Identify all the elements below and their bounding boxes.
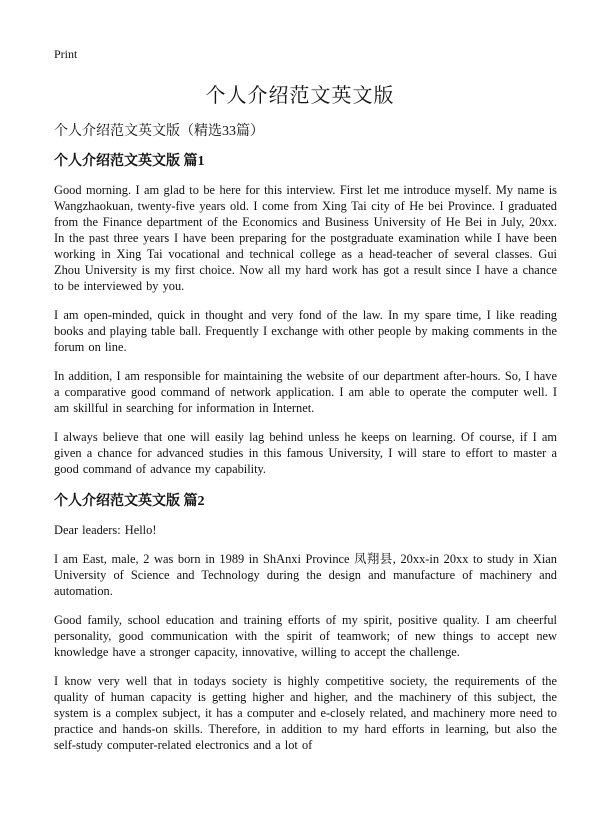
section-heading: 个人介绍范文英文版 篇2 [54, 494, 205, 509]
paragraph: I know very well that in todays society is highly competitive society, the requirements of the quality of human capacity is getting higher and higher, and the machinery of this subject, the system is a complex subject, it has a computer and e-closely related, and machinery more need to practice and hands-on skills. Therefore, in addition to my hard efforts in learning, but also the self-study computer-related electronics and a lot of [54, 674, 557, 752]
paragraph: Good morning. I am glad to be here for this interview. First let me introduce myself. My name is Wangzhaokuan, twenty-five years old. I come from Xing Tai city of He bei Province. I graduated from the Finance department of the Economics and Business University of He Bei in July, 20xx. In the past three years I have been preparing for the postgraduate examination while I have been working in Xing Tai vocational and technical college as a head-teacher of several classes. Gui Zhou University is my first choice. Now all my hard work has got a result since I have a chance to be interviewed by you. [54, 183, 557, 293]
paragraph: Good family, school education and training efforts of my spirit, positive quality. I am cheerful personality, good communication with the spirit of teamwork; of new things to accept new knowledge have a stronger capacity, innovative, willing to accept the challenge. [54, 613, 557, 659]
paragraph: In addition, I am responsible for maintaining the website of our department after-hours. So, I have a comparative good command of network application. I am able to operate the computer well. I am skillful in searching for information in Internet. [54, 369, 557, 415]
print-link[interactable]: Print [54, 47, 78, 61]
paragraph: I am East, male, 2 was born in 1989 in ShAnxi Province 凤翔县, 20xx-in 20xx to study in Xian University of Science and Technology during the design and manufacture of machinery and automation. [54, 552, 557, 598]
section-heading: 个人介绍范文英文版 篇1 [54, 154, 205, 169]
section-1 [54, 150, 557, 477]
paragraph: I always believe that one will easily lag behind unless he keeps on learning. Of course, if I am given a chance for advanced studies in this famous University, I will stare to effort to master a good command of advance my capability. [54, 430, 557, 476]
document-subtitle: 个人介绍范文英文版（精选33篇） [54, 124, 264, 139]
paragraph: Dear leaders: Hello! [54, 523, 157, 537]
section-2 [54, 490, 557, 753]
paragraph: I am open-minded, quick in thought and very fond of the law. In my spare time, I like reading books and playing table ball. Frequently I exchange with other people by making comments in the forum on line. [54, 308, 557, 354]
page-title: 个人介绍范文英文版 [205, 85, 395, 107]
document-body [54, 150, 557, 766]
